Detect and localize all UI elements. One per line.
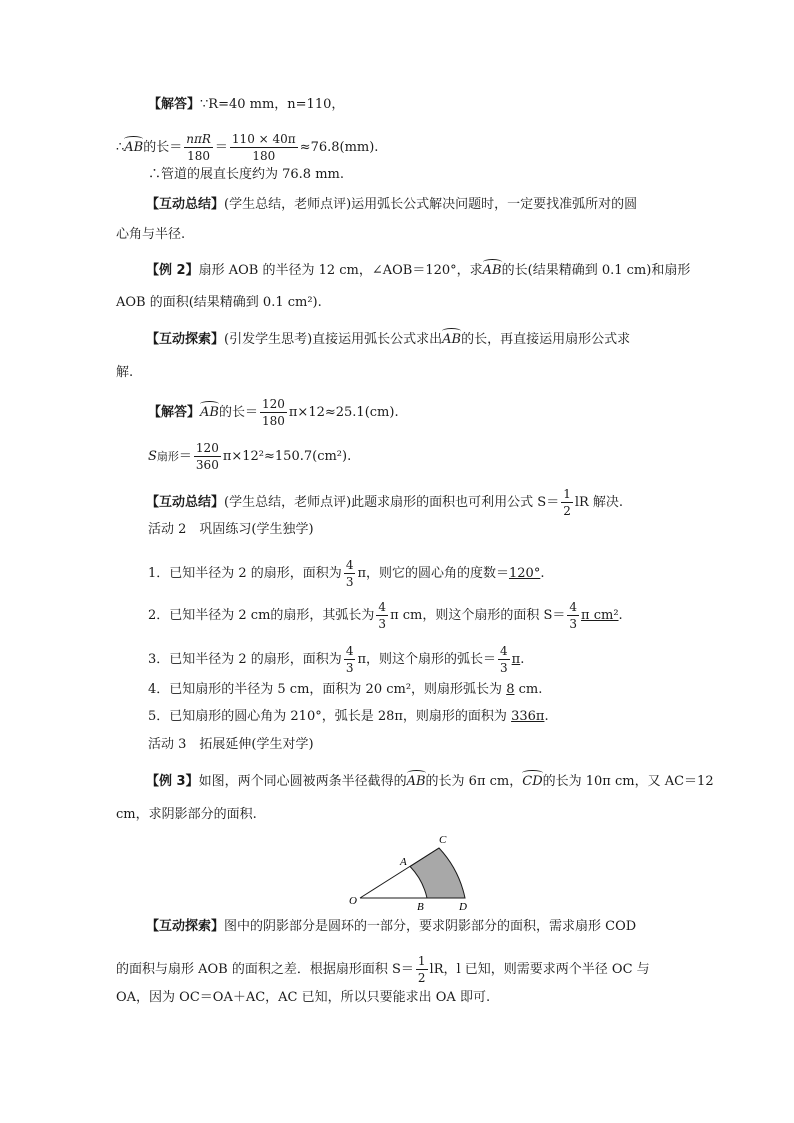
exercise-text: 1．已知半径为 2 的扇形，面积为: [148, 566, 342, 581]
answer-unit: π: [511, 652, 521, 667]
fraction-half: $\frac{1}{2}$: [417, 954, 426, 985]
unit: cm.: [514, 682, 543, 697]
exercise-text: 2．已知半径为 2 cm的扇形，其弧长为: [148, 608, 375, 623]
solution-1-line-3: ∴管道的展直长度约为 76.8 mm.: [148, 167, 344, 182]
example-2-line-1: [146, 262, 690, 280]
arc-ab: AB: [442, 332, 462, 347]
solution-2-line-1: [148, 398, 399, 427]
exploration-3-line-1: [146, 918, 636, 936]
arc-cd: CD: [522, 774, 543, 789]
answer: [496, 644, 521, 675]
arc-ab: AB: [482, 263, 502, 278]
area-subscript: 扇形: [156, 450, 179, 463]
solution-2-line-2: [148, 442, 351, 471]
period: .: [618, 608, 623, 623]
arc-ab: AB: [124, 140, 144, 155]
arc-result: π×12≈25.1(cm).: [288, 405, 399, 420]
exploration-text: 的面积与扇形 AOB 的面积之差．根据扇形面积 S＝: [116, 962, 414, 977]
exercise-1: [148, 559, 544, 588]
exploration-tag: 【互动探索】: [146, 332, 225, 347]
exercise-text-cont: π，则这个扇形的弧长＝: [357, 652, 496, 667]
label-d: D: [459, 901, 467, 912]
fraction-formula: $\frac{\text{nπR}}{180}$: [186, 132, 211, 163]
exercise-4: [148, 681, 542, 699]
activity-2-heading: 活动 2 巩固练习(学生独学): [148, 522, 314, 537]
solution-1-line-1: [148, 96, 344, 114]
activity-3-heading: 活动 3 拓展延伸(学生对学): [148, 737, 314, 752]
exploration-text-cont: lR，l 已知，则需要求两个半径 OC 与: [429, 962, 650, 977]
summary-text: (学生总结，老师点评)运用弧长公式解决问题时，一定要找准弧所对的圆: [224, 197, 638, 212]
length-text: 的长＝: [218, 405, 258, 420]
example-tag: 【例 2】: [146, 263, 199, 278]
example-text: 如图，两个同心圆被两条半径截得的: [198, 774, 407, 789]
answer-fraction: $\frac{4}{3}$: [569, 600, 578, 631]
answer: 8: [506, 682, 515, 697]
exercise-text-cont: π cm，则这个扇形的面积 S＝: [390, 608, 566, 623]
example-3-line-2: cm，求阴影部分的面积.: [116, 807, 257, 822]
equals-sign: ＝: [178, 449, 192, 464]
answer-fraction: $\frac{4}{3}$: [500, 644, 508, 675]
solution-tag: 【解答】: [148, 97, 201, 112]
therefore-symbol: ∴: [116, 140, 125, 155]
exploration-2-line-1: [146, 331, 630, 349]
summary-tag: 【互动总结】: [146, 197, 225, 212]
exercise-text: 4．已知扇形的半径为 5 cm，面积为 20 cm²，则扇形弧长为: [148, 682, 507, 697]
label-o: O: [349, 895, 357, 907]
example-tag: 【例 3】: [146, 774, 199, 789]
exploration-text-cont: 的长，再直接运用扇形公式求: [461, 332, 631, 347]
exercise-3: [148, 645, 524, 674]
exploration-3-line-2: [116, 955, 650, 984]
example-2-line-2: AOB 的面积(结果精确到 0.1 cm²).: [116, 295, 322, 310]
fraction-4-3: $\frac{4}{3}$: [378, 600, 387, 631]
exploration-text: 图中的阴影部分是圆环的一部分，要求阴影部分的面积，需求扇形 COD: [224, 919, 637, 934]
summary-tag: 【互动总结】: [146, 495, 225, 510]
given-values: ∵R=40 mm，n=110，: [200, 97, 345, 112]
solution-tag: 【解答】: [148, 405, 201, 420]
period: .: [520, 652, 525, 667]
arc-ab: AB: [200, 405, 219, 420]
summary-1-line-2: 心角与半径.: [116, 227, 186, 242]
exercise-2: [148, 601, 623, 630]
label-c: C: [439, 834, 447, 846]
area-result: π×12²≈150.7(cm²).: [222, 449, 352, 464]
fraction-half: $\frac{1}{2}$: [563, 487, 571, 518]
exercise-5: [148, 708, 549, 726]
fraction-values: $\frac{110 \times 40\pi}{180}$: [231, 132, 296, 163]
answer: 336π: [511, 709, 545, 724]
label-a: A: [400, 856, 407, 868]
example-text: 扇形 AOB 的半径为 12 cm，∠AOB＝120°，求: [198, 263, 483, 278]
period: .: [540, 566, 545, 581]
period: .: [544, 709, 549, 724]
area-symbol: S: [148, 449, 157, 464]
example-text-cont: 的长(结果精确到 0.1 cm)和扇形: [501, 263, 691, 278]
label-b: B: [417, 901, 424, 912]
sector-figure: [345, 830, 475, 912]
exercise-text-cont: π，则它的圆心角的度数＝: [357, 566, 509, 581]
example-text-cont: 的长为 6π cm，: [425, 774, 523, 789]
fraction-120-180: $\frac{120}{180}$: [261, 397, 285, 428]
solution-1-line-2: [116, 133, 378, 162]
result-value: ≈76.8(mm).: [299, 140, 379, 155]
answer-unit: π cm²: [581, 608, 619, 623]
exercise-text: 5．已知扇形的圆心角为 210°，弧长是 28π，则扇形的面积为: [148, 709, 512, 724]
summary-2: [146, 488, 623, 517]
summary-text-end: lR 解决.: [574, 495, 624, 510]
summary-1-line-1: [146, 196, 637, 214]
length-text: 的长＝: [143, 140, 183, 155]
fraction-120-360: $\frac{120}{360}$: [195, 441, 219, 472]
example-text-end: 的长为 10π cm，又 AC＝12: [542, 774, 714, 789]
exploration-text: (引发学生思考)直接运用弧长公式求出: [224, 332, 443, 347]
fraction-4-3: $\frac{4}{3}$: [345, 644, 354, 675]
exercise-text: 3．已知半径为 2 的扇形，面积为: [148, 652, 342, 667]
example-3-line-1: [146, 773, 714, 791]
exploration-2-line-2: 解.: [116, 365, 134, 380]
answer: [565, 600, 619, 631]
answer: 120°: [509, 566, 541, 581]
exploration-3-line-3: OA，因为 OC＝OA＋AC，AC 已知，所以只要能求出 OA 即可.: [116, 990, 491, 1005]
arc-ab: AB: [406, 774, 426, 789]
summary-text: (学生总结，老师点评)此题求扇形的面积也可利用公式 S＝: [224, 495, 560, 510]
shaded-ring-sector: [410, 848, 465, 898]
equals-sign: ＝: [214, 140, 228, 155]
exploration-tag: 【互动探索】: [146, 919, 225, 934]
fraction-4-3: $\frac{4}{3}$: [345, 558, 354, 589]
